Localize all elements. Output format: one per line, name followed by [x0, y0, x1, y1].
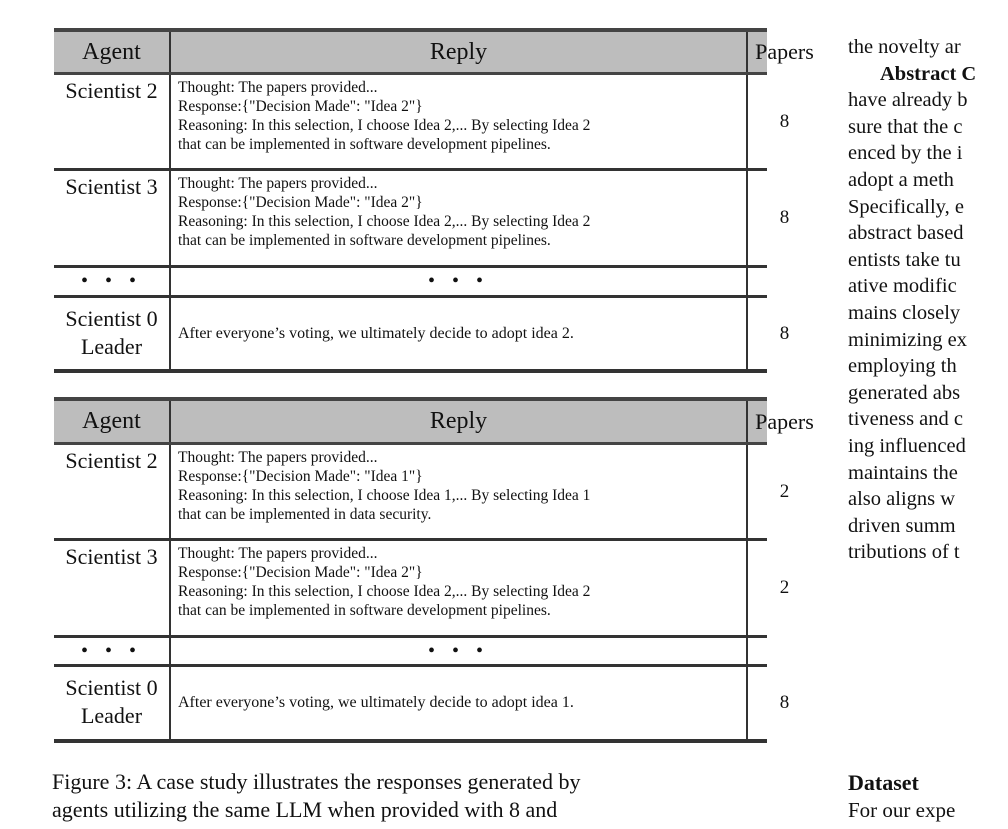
ellipsis-dots: • • • [171, 268, 748, 295]
table-header [54, 28, 814, 75]
body-line: tributions of t [848, 541, 960, 564]
paragraph-heading: Abstract C [880, 62, 977, 85]
empty-cell [748, 638, 821, 664]
header-agent: Agent [54, 32, 171, 72]
section-heading: Dataset [848, 770, 919, 795]
agent-cell: Scientist 3 [54, 541, 171, 635]
leader-reply-text: After everyone’s voting, we ultimately decide to adopt idea 1. [178, 694, 574, 711]
table-row [54, 541, 790, 635]
body-line: have already b [848, 89, 968, 112]
table-row [54, 171, 790, 265]
caption-line: Figure 3: A case study illustrates the responses generated by [52, 769, 581, 794]
header-papers: Papers [755, 408, 814, 434]
leader-agent-cell [54, 667, 171, 739]
body-line: Specifically, e [848, 195, 964, 218]
leader-agent-line1: Scientist 0 [65, 306, 158, 331]
header-papers: Papers [755, 39, 814, 64]
body-line: mains closely [848, 301, 961, 324]
header-reply: Reply [171, 401, 748, 442]
agent-cell: Scientist 3 [54, 171, 171, 265]
ellipsis-dots: • • • [171, 638, 748, 664]
body-line: tiveness and c [848, 408, 963, 431]
body-line: the novelty ar [848, 36, 961, 58]
case-study-table-2 [54, 397, 814, 743]
body-line: abstract based [848, 222, 964, 245]
body-line: minimizing ex [848, 328, 967, 351]
papers-cell: 8 [779, 322, 790, 344]
ellipsis-dots: • • • [54, 638, 171, 664]
papers-cell: 8 [779, 692, 790, 713]
empty-cell [748, 268, 821, 295]
caption-line: agents utilizing the same LLM when provided with 8 and [52, 797, 558, 822]
figure-caption [52, 768, 772, 824]
papers-cell: 8 [779, 207, 790, 228]
table-bottom-rule [54, 739, 767, 743]
body-line: sure that the c [848, 115, 963, 138]
reply-cell: Thought: The papers provided... Response:{"Decision Made": "Idea 2"} Reasoning: In this selection, I choose Idea 2,... By selecting Idea 2 that can be implemented in software development pipelines. [171, 75, 748, 168]
reply-cell: Thought: The papers provided... Response:{"Decision Made": "Idea 2"} Reasoning: In this selection, I choose Idea 2,... By selecting Idea 2 that can be implemented in software development pipelines. [171, 541, 748, 635]
leader-reply-cell [171, 298, 748, 369]
reply-cell: Thought: The papers provided... Response:{"Decision Made": "Idea 1"} Reasoning: In this selection, I choose Idea 1,... By selecting Idea 1 that can be implemented in data security. [171, 445, 748, 538]
right-column-text [848, 34, 1008, 566]
header-agent: Agent [54, 401, 171, 442]
agent-cell: Scientist 2 [54, 75, 171, 168]
reply-cell: Thought: The papers provided... Response:{"Decision Made": "Idea 2"} Reasoning: In this selection, I choose Idea 2,... By selecting Idea 2 that can be implemented in software development pipelines. [171, 171, 748, 265]
agent-cell: Scientist 2 [54, 445, 171, 538]
table-row [54, 75, 790, 168]
ellipsis-dots: • • • [54, 268, 171, 295]
ellipsis-row [54, 638, 767, 664]
papers-cell: 2 [779, 480, 790, 502]
body-line: employing th [848, 355, 957, 378]
section-first-line: For our expe [848, 798, 956, 822]
leader-agent-cell [54, 298, 171, 369]
papers-cell: 8 [779, 110, 790, 132]
leader-agent-line1: Scientist 0 [65, 675, 158, 700]
body-line: adopt a meth [848, 168, 954, 191]
body-line: driven summ [848, 514, 956, 537]
leader-agent-line2: Leader [80, 703, 143, 728]
leader-row [54, 298, 790, 369]
header-reply: Reply [171, 32, 748, 72]
leader-row [54, 667, 790, 739]
papers-cell: 2 [779, 577, 790, 598]
body-line: enced by the i [848, 142, 963, 165]
table-row [54, 445, 790, 538]
leader-agent-line2: Leader [80, 334, 143, 359]
table-bottom-rule [54, 369, 767, 373]
table-header [54, 397, 814, 445]
body-line: also aligns w [848, 488, 956, 511]
leader-reply-text: After everyone’s voting, we ultimately decide to adopt idea 2. [178, 324, 574, 342]
body-line: generated abs [848, 381, 961, 404]
case-study-table-1 [54, 28, 814, 373]
body-line: ative modific [848, 275, 957, 298]
body-line: maintains the [848, 461, 958, 484]
body-line: ing influenced [848, 434, 966, 457]
body-line: entists take tu [848, 248, 961, 271]
ellipsis-row [54, 268, 767, 295]
leader-reply-cell [171, 667, 748, 739]
